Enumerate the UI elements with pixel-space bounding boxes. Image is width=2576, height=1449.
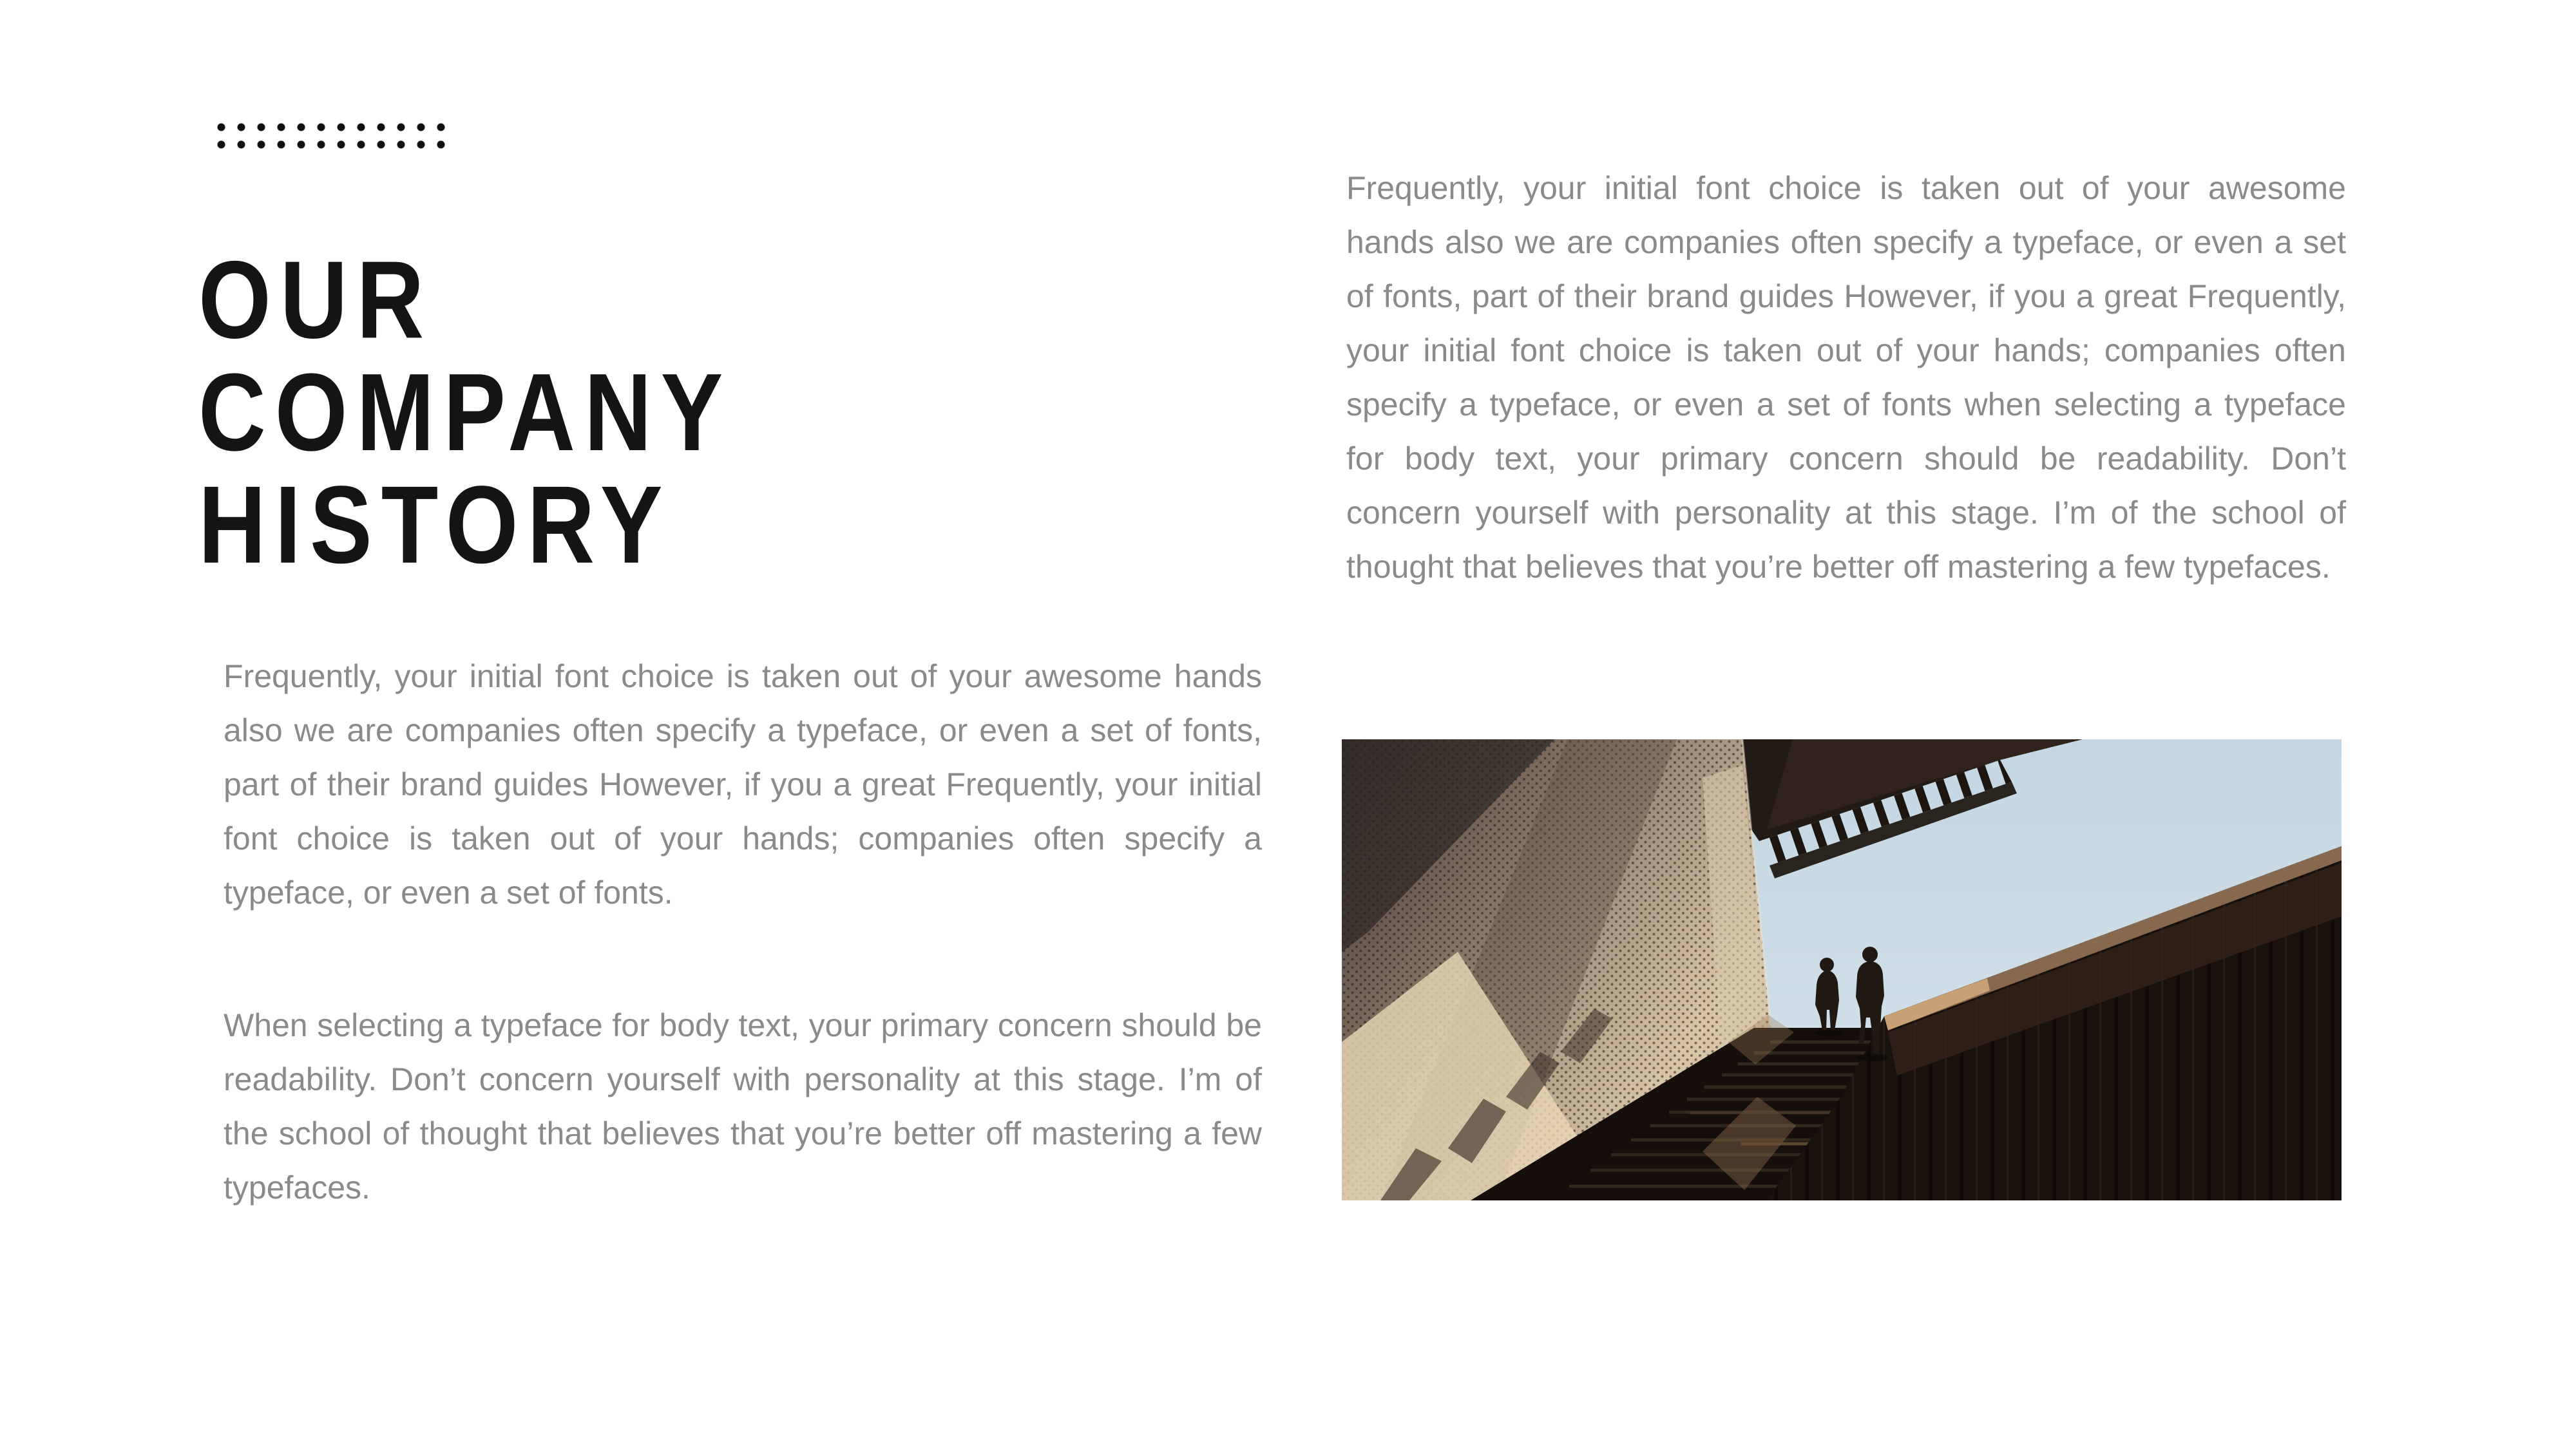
dots-ornament-icon	[211, 118, 451, 153]
body-paragraph: Frequently, your initial font choice is taken out of your awesome hands also we are companies often specify a typeface, or even a set of fonts, part of their brand guides However, if you a great Frequently, your initial font choice is taken out of your hands; companies often specify a typeface, or even a set of fonts when selecting a typeface for body text, your primary concern should be readability. Don’t concern yourself with personality at this stage. I’m of the school of thought that believes that you’re better off mastering a few typefaces.	[1346, 170, 2346, 585]
staircase-photo	[1342, 739, 2342, 1200]
right-text-column	[1346, 161, 2346, 594]
body-paragraph: When selecting a typeface for body text, your primary concern should be readability. Don’t concern yourself with personality at this stage. I’m of the school of thought that believes that you’re better off mastering a few typefaces.	[224, 1007, 1262, 1206]
page-title-line: COMPANY	[198, 350, 732, 474]
body-paragraph: Frequently, your initial font choice is taken out of your awesome hands also we are companies often specify a typeface, or even a set of fonts, part of their brand guides However, if you a great Frequently, your initial font choice is taken out of your hands; companies often specify a typeface, or even a set of fonts.	[224, 658, 1262, 911]
page-title	[198, 238, 732, 587]
page-title-line: HISTORY	[198, 463, 672, 587]
left-text-column	[224, 649, 1262, 1215]
page-title-line: OUR	[198, 238, 434, 361]
